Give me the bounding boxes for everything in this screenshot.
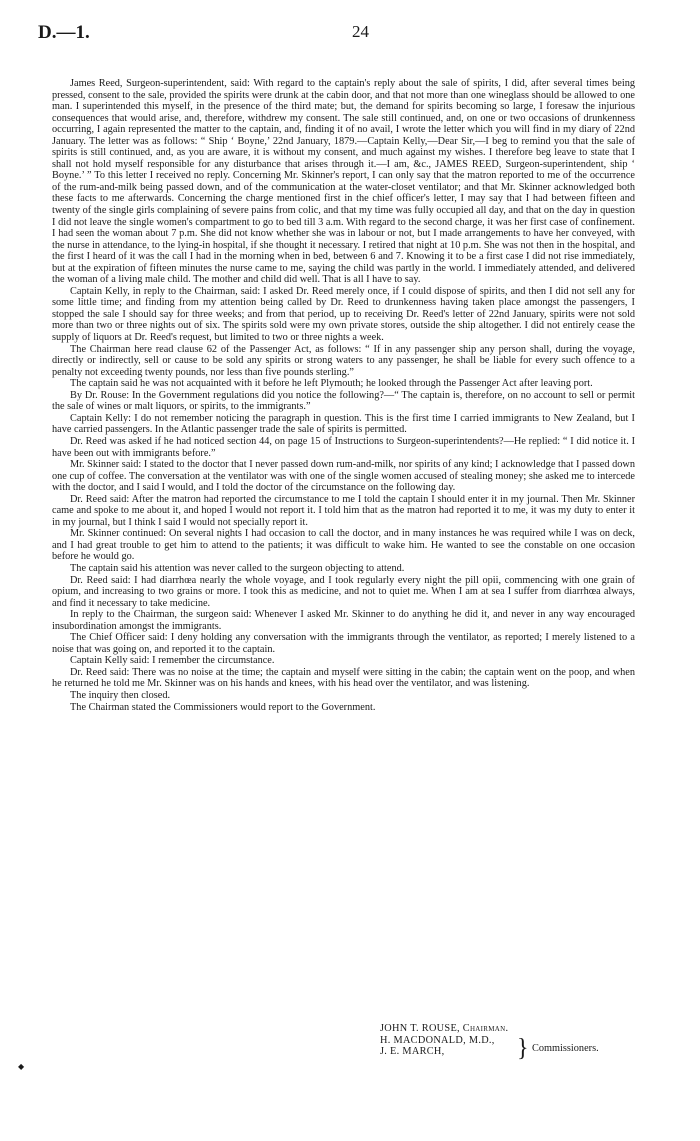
signature-chairman: JOHN T. ROUSE, Chairman. xyxy=(380,1023,509,1034)
signature-block xyxy=(380,1023,599,1062)
paragraph-reed-noise: Dr. Reed said: There was no noise at the time; the captain and myself were sitting in the cabin; the captain went on the poop, and when he returned he told me Mr. Skinner was on his hands and knees, with his head over the ventilator, and was listening. xyxy=(52,666,635,690)
paragraph-inquiry-closed: The inquiry then closed. xyxy=(70,689,171,701)
page-header xyxy=(38,22,662,48)
paragraph-kelly-paragraph: Captain Kelly: I do not remember noticing the paragraph in question. This is the first time I carried immigrants to New Zealand, but I have carried passengers. In the Atlantic passenger trade the sale of spirits is permitted. xyxy=(52,412,635,436)
commissioner-group xyxy=(380,1033,599,1062)
brace-symbol: } xyxy=(517,1033,529,1062)
paragraph-kelly-remember: Captain Kelly said: I remember the circumstance. xyxy=(70,655,275,667)
paragraph-reed-journal: Dr. Reed said: After the matron had reported the circumstance to me I told the captain I should enter it in my journal. Then Mr. Skinner came and spoke to me about it, and hoped I would not report it. I told him that as the matron had reported it to me, it was my duty to enter it in my journal, but I think I said I would not specially report it. xyxy=(52,493,635,528)
signature-macdonald: H. MACDONALD, M.D., xyxy=(380,1034,495,1046)
paragraph-captain-attention: The captain said his attention was never called to the surgeon objecting to attend. xyxy=(70,562,405,574)
paragraph-skinner-statement: Mr. Skinner said: I stated to the doctor that I never passed down rum-and-milk, nor spirits of any kind; I acknowledge that I passed down one cup of coffee. The conversation at the ventilator was with one of the single women accused of stealing money; she asked me to intercede with the doctor, and I said I would, and I told the doctor of the circumstance on the following day. xyxy=(52,459,635,494)
paragraph-skinner-continued: Mr. Skinner continued: On several nights I had occasion to call the doctor, and in many instances he was required while I was on deck, and I had great trouble to get him to attend to the patients; it was difficult to wake him. He wanted to see the constable on one occasion before he would go. xyxy=(52,528,635,563)
page-number: 24 xyxy=(352,22,369,41)
paragraph-reed-diarrhoea: Dr. Reed said: I had diarrhœa nearly the whole voyage, and I took regularly every night the pill opii, commencing with one grain of opium, and increasing to two grains or more. I took this as medicine, and not to quiet me. When I am at sea I suffer from diarrhœa always, and find it necessary to take medicine. xyxy=(52,574,635,609)
paragraph-surgeon-reply: In reply to the Chairman, the surgeon said: Whenever I asked Mr. Skinner to do anything he did it, and never in any way encouraged insubordination amongst the immigrants. xyxy=(52,609,635,632)
paragraph-reed-section-44: Dr. Reed was asked if he had noticed section 44, on page 15 of Instructions to Surgeon-superintendents?—He replied: “ I did notice it. I have been out with immigrants before.” xyxy=(52,435,635,459)
paragraph-reed-statement: James Reed, Surgeon-superintendent, said: With regard to the captain's reply about the sale of spirits, I did, after several times being pressed, consent to the sale, provided the spirits were drunk at the cabin door, and that not more than one wineglass should be allowed to one man. I superintended this myself, in the presence of the third mate; but, the demand for spirits becoming so large, I foresaw the injurious consequences that would arise, and, therefore, withdrew my consent. The sale still continued, and, on one or two occasions of drunkenness occurring, I again represented the matter to the captain, and, finding it of no avail, I wrote the letter which you will find in my diary of 22nd January. The letter was as follows: “ Ship ‘ Boyne,’ 22nd January, 1879.—Captain Kelly,—Dear Sir,—I beg to remind you that the sale of spirits is still continued, and, as you are aware, it is without my consent, and much against my wishes. I therefore beg leave to state that I shall not hold myself responsible for any disturbance that arises through it.—I am, &c., JAMES REED, Surgeon-superintendent, ship ‘ Boyne.’ ” To this letter I received no reply. Concerning Mr. Skinner's report, I can only say that the matron reported to me of the occurrence of the rum-and-milk being passed down, and of the communication at the water-closet ventilator; and that Mr. Skinner acknowledged both these facts to me afterwards. Concerning the charge mentioned first in the chief officer's letter, I may say that I had between fifteen and twenty of the single girls complaining of severe pains from colic, and that my time was fully occupied all day, and that on the day in question I did not leave the single women's compartment to go to bed till 3 a.m. With regard to the second charge, it was her first case of confinement. I had seen the woman about 7 p.m. She did not know whether she was in labour or not, but I made arrangements to have her conveyed, with the nurse in attendance, to the lying-in hospital, if she thought it necessary. I retired that night at 10 p.m. She was not then in the hospital, and the first I heard of it was the call I had in the morning when in bed, between 6 and 7. Knowing it to be a first case I did not rise immediately, but at the expiration of fifteen minutes the nurse came to me, saying the child was partly in the world. I immediately attended, and delivered the woman of a living male child. The mother and child did well. That is all I have to say. xyxy=(52,78,635,286)
paragraph-rouse-question: By Dr. Rouse: In the Government regulations did you notice the following?—“ The captain is, therefore, on no account to sell or permit the sale of wines or malt liquors, or spirits, to the immigrants.” xyxy=(52,389,635,413)
margin-bullet-mark: ◆ xyxy=(18,1062,25,1071)
paragraph-captain-plymouth: The captain said he was not acquainted with it before he left Plymouth; he looked through the Passenger Act after leaving port. xyxy=(70,378,593,390)
signature-march: J. E. MARCH, xyxy=(380,1046,445,1058)
commissioners-label: Commissioners. xyxy=(532,1042,599,1054)
document-id: D.—1. xyxy=(38,22,90,43)
report-body xyxy=(52,78,635,713)
paragraph-chief-officer: The Chief Officer said: I deny holding any conversation with the immigrants through the ventilator, as reported; I merely listened to a noise that was going on, and reported it to the captain. xyxy=(52,632,635,655)
paragraph-chairman-report: The Chairman stated the Commissioners would report to the Government. xyxy=(70,701,376,713)
paragraph-clause-62: The Chairman here read clause 62 of the Passenger Act, as follows: “ If in any passenger ship any person shall, during the voyage, directly or indirectly, sell or cause to be sold any spirits or strong waters to any passenger, he shall be liable for every such offence to a penalty not exceeding twenty pounds, nor less than five pounds sterling.” xyxy=(52,343,635,378)
paragraph-kelly-reply: Captain Kelly, in reply to the Chairman, said: I asked Dr. Reed merely once, if I could dispose of spirits, and then I did not sell any for some little time; and finding from my attention being called by Dr. Reed to drunkenness having taken place amongst the passengers, I stopped the sale I should say for three weeks; and from that period, up to receiving Dr. Reed's letter of 22nd January, spirits were not sold more than two or three nights out of six. The spirits sold were my own private stores, outside the ship altogether. I did not entirely cease the supply of liquors at Dr. Reed's request, but limited to two or three nights a week. xyxy=(52,285,635,344)
